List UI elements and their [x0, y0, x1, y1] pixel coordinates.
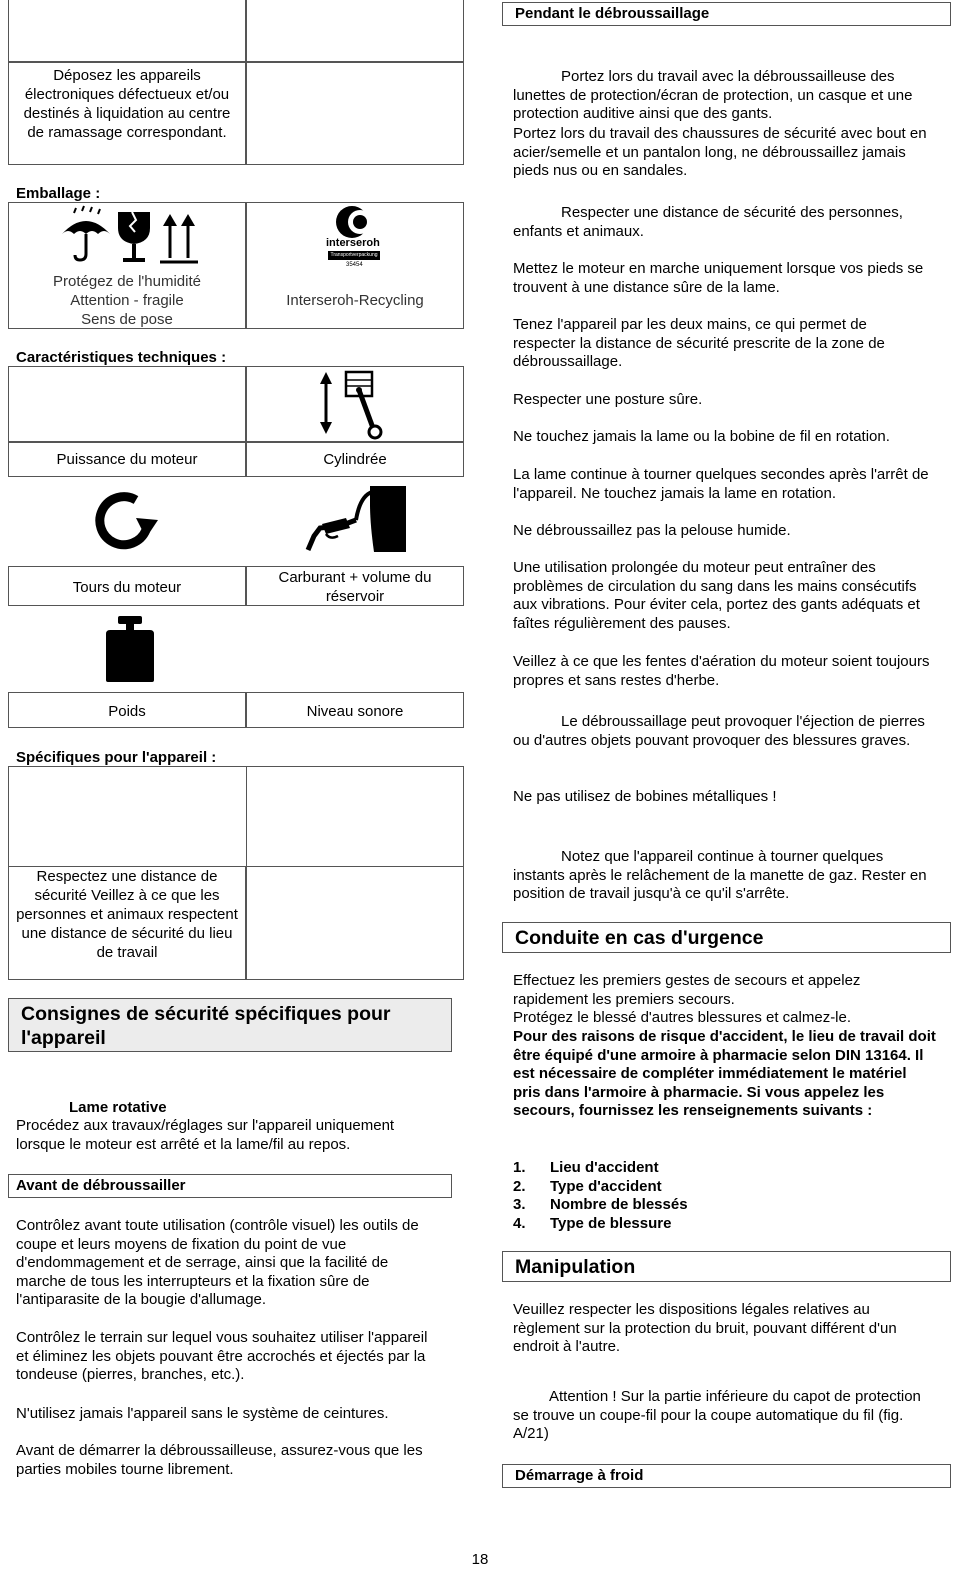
distance-text: Respectez une distance de sécurité Veillez à ce que les personnes et animaux respectent une distance de sécurité du lieu de travail	[16, 868, 238, 961]
right-paragraph-4: Mettez le moteur en marche uniquement lorsque vos pieds se trouvent à une distance sûre de la lame.	[513, 260, 924, 296]
rotation-speed-icon	[92, 490, 158, 552]
before-paragraph-1: Contrôlez avant toute utilisation (contrôle visuel) les outils de coupe et leurs moyens de fixation du point de vue d'endommagement et de serrage, ainsi que la facilité de marche de tous les interrupteurs et la fixation sûre de l'antiparasite de la bougie d'allumage.	[16, 1217, 419, 1308]
before-heading: Avant de débroussailler	[8, 1174, 452, 1198]
emergency-paragraph-1: Effectuez les premiers gestes de secours et appelez rapidement les premiers secours.	[513, 972, 861, 1008]
fragile-glass-icon	[116, 210, 152, 264]
list-item	[513, 1215, 913, 1234]
disposal-text: Déposez les appareils électroniques défectueux et/ou destinés à liquidation au centre de ramassage correspondant.	[23, 67, 231, 141]
interseroh-logo-text: interseroh	[326, 237, 380, 249]
disposal-icon-box	[8, 0, 246, 62]
emergency-heading: Conduite en cas d'urgence	[502, 922, 951, 953]
distance-empty-box	[246, 866, 464, 980]
piston-displacement-icon	[320, 370, 386, 440]
fuel-label: Carburant + volume du réservoir	[278, 569, 432, 605]
specific-icon-box-divider	[246, 766, 247, 866]
blade-text: Procédez aux travaux/réglages sur l'appareil uniquement lorsque le moteur est arrêté et la lame/fil au repos.	[16, 1117, 395, 1153]
weight-label: Poids	[108, 703, 146, 720]
interseroh-label: Interseroh-Recycling	[286, 292, 424, 309]
cold-start-heading: Démarrage à froid	[502, 1464, 951, 1488]
right-paragraph-1: Portez lors du travail avec la débroussailleuse des lunettes de protection/écran de protection, un casque et une protection auditive ainsi que des gants.	[513, 68, 913, 122]
packaging-text-orientation: Sens de pose	[81, 311, 173, 328]
list-text: Lieu d'accident	[550, 1159, 659, 1176]
weight-icon	[104, 614, 156, 684]
packaging-text-fragile: Attention - fragile	[70, 292, 184, 309]
emergency-list	[513, 1159, 913, 1233]
right-paragraph-2: Portez lors du travail des chaussures de sécurité avec bout en acier/semelle et un pantalon long, ne débroussaillez jamais pieds nus ou en sandales.	[513, 125, 927, 179]
engine-speed-label: Tours du moteur	[72, 579, 182, 596]
before-paragraph-2: Contrôlez le terrain sur lequel vous souhaitez utiliser l'appareil et éliminez les objets pouvant être accrochés et éjectés par la tondeuse (pierres, branches, etc.).	[16, 1329, 428, 1383]
engine-power-label: Puissance du moteur	[56, 451, 198, 468]
right-paragraph-8: La lame continue à tourner quelques secondes après l'arrêt de l'appareil. Ne touchez jamais la lame en rotation.	[513, 466, 929, 502]
interseroh-logo-icon	[328, 206, 384, 240]
packaging-text-humidity: Protégez de l'humidité	[53, 273, 201, 290]
list-text: Nombre de blessés	[550, 1196, 688, 1213]
this-side-up-icon	[160, 212, 200, 264]
list-item	[513, 1178, 913, 1197]
right-paragraph-6: Respecter une posture sûre.	[513, 391, 703, 408]
list-text: Type d'accident	[550, 1177, 662, 1195]
list-number: 2.	[513, 1177, 526, 1195]
list-text: Type de blessure	[550, 1214, 672, 1232]
interseroh-logo-num: 35454	[346, 262, 363, 268]
right-paragraph-5: Tenez l'appareil par les deux mains, ce qui permet de respecter la distance de sécurité prescrite de la zone de débroussaillage.	[513, 316, 885, 370]
noise-label: Niveau sonore	[306, 703, 404, 720]
engine-power-icon-box	[8, 366, 246, 442]
disposal-empty-box	[246, 62, 464, 165]
list-number: 1.	[513, 1159, 526, 1176]
handling-paragraph-1: Veuillez respecter les dispositions légales relatives au règlement sur la protection du bruit, pouvant différent d'un endroit à l'autre.	[513, 1301, 897, 1355]
emergency-bold-paragraph: Pour des raisons de risque d'accident, le lieu de travail doit être équipé d'une armoire à pharmacie selon DIN 13164. Il est nécessaire de compléter immédiatement le matériel pris dans l'armoire à pharmacie. Si vous appelez les secours, fournissez les renseignements suivants :	[513, 1028, 936, 1119]
tech-heading: Caractéristiques techniques :	[16, 349, 227, 366]
list-number: 3.	[513, 1196, 526, 1213]
safety-heading: Consignes de sécurité spécifiques pour l'appareil	[8, 998, 452, 1052]
right-paragraph-10: Une utilisation prolongée du moteur peut entraîner des problèmes de circulation du sang dans les mains consécutifs aux vibrations. Pour éviter cela, portez des gants adéquats et faîtes régulièrement des pauses.	[513, 559, 920, 632]
right-paragraph-14: Notez que l'appareil continue à tourner quelques instants après le relâchement de la manette de gaz. Rester en position de travail jusqu'à ce qu'il s'arrête.	[513, 848, 927, 902]
right-paragraph-7: Ne touchez jamais la lame ou la bobine de fil en rotation.	[513, 428, 890, 445]
fuel-tank-icon	[300, 484, 410, 554]
umbrella-icon	[58, 206, 114, 264]
empty-box-top-right	[246, 0, 464, 62]
list-item	[513, 1196, 913, 1215]
right-paragraph-11: Veillez à ce que les fentes d'aération du moteur soient toujours propres et sans restes d'herbe.	[513, 653, 930, 689]
during-heading: Pendant le débroussaillage	[502, 2, 951, 26]
blade-title: Lame rotative	[69, 1099, 167, 1116]
specific-icon-box-1	[8, 766, 464, 866]
interseroh-logo-sub: Transportverpackung	[328, 251, 380, 260]
emergency-paragraph-2: Protégez le blessé d'autres blessures et calmez-le.	[513, 1009, 852, 1026]
right-paragraph-9: Ne débroussaillez pas la pelouse humide.	[513, 522, 791, 539]
packaging-heading: Emballage :	[16, 185, 101, 202]
page-number: 18	[471, 1551, 489, 1568]
right-paragraph-3: Respecter une distance de sécurité des personnes, enfants et animaux.	[513, 204, 903, 240]
handling-heading: Manipulation	[502, 1251, 951, 1282]
right-paragraph-12: Le débroussaillage peut provoquer l'éjection de pierres ou d'autres objets pouvant provoquer des blessures graves.	[513, 713, 925, 749]
list-number: 4.	[513, 1214, 526, 1232]
before-paragraph-4: Avant de démarrer la débroussailleuse, assurez-vous que les parties mobiles tourne librement.	[16, 1442, 423, 1478]
before-paragraph-3: N'utilisez jamais l'appareil sans le système de ceintures.	[16, 1405, 389, 1422]
right-paragraph-13: Ne pas utilisez de bobines métalliques !	[513, 788, 777, 805]
displacement-label: Cylindrée	[323, 451, 387, 468]
list-item	[513, 1159, 913, 1178]
handling-paragraph-2: Attention ! Sur la partie inférieure du capot de protection se trouve un coupe-fil pour la coupe automatique du fil (fig. A/21)	[513, 1388, 921, 1442]
specific-heading: Spécifiques pour l'appareil :	[16, 749, 217, 766]
